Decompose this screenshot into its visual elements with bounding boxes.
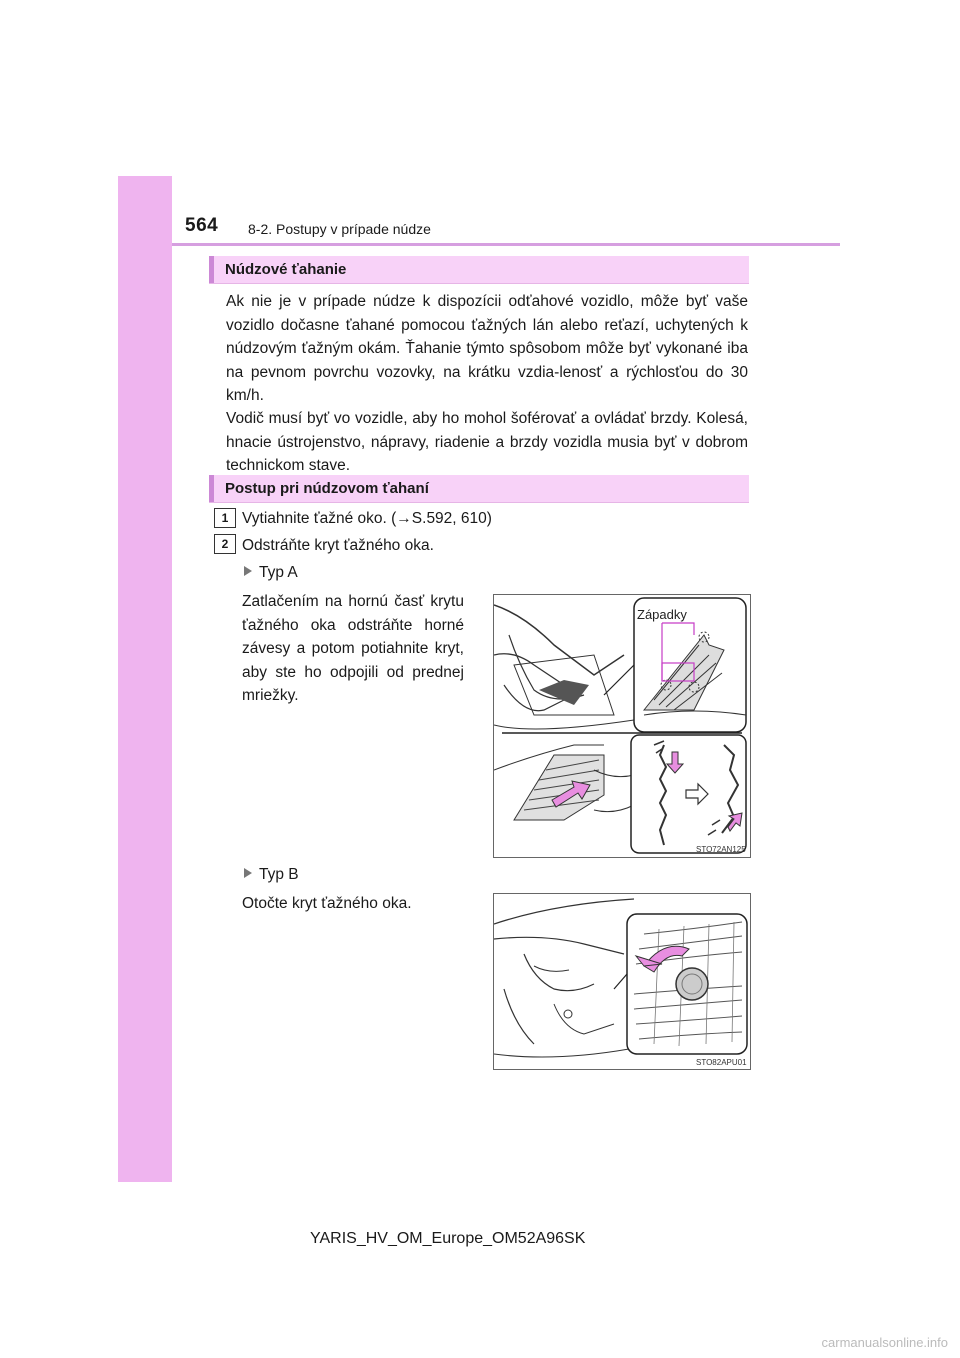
latches-callout-label: Západky bbox=[637, 607, 687, 622]
towing-intro-paragraph: Ak nie je v prípade núdze k dispozícii odťahové vozidlo, môže byť vaše vozidlo dočasne ťahané pomocou ťažných lán alebo reťazí, uchytených k núdzovým ťažným okám. Ťahanie týmto spôsobom môže byť vykonané iba na pevnom povrchu vozovky, na krátku vzdia-lenosť a rýchlosťou do 30 km/h. bbox=[226, 293, 748, 404]
type-a-description: Zatlačením na hornú časť krytu ťažného oka odstráňte horné závesy a potom potiahnite kryt, aby ste ho odpojili od prednej mriežky. bbox=[242, 593, 464, 705]
type-a-label: Typ A bbox=[244, 564, 298, 582]
watermark-site: carmanualsonline.info bbox=[821, 1335, 948, 1350]
triangle-bullet-icon bbox=[244, 566, 252, 576]
triangle-bullet-icon bbox=[244, 868, 252, 878]
type-b-label: Typ B bbox=[244, 866, 299, 884]
type-a-illustration bbox=[493, 594, 751, 858]
type-b-illustration bbox=[493, 893, 751, 1070]
figure-code: STO82APU01 bbox=[696, 1058, 747, 1067]
figure-code: STO72AN125 bbox=[696, 845, 746, 854]
chapter-side-tab bbox=[118, 176, 172, 1182]
step-number-1: 1 bbox=[214, 508, 236, 528]
running-head: 8-2. Postupy v prípade núdze bbox=[248, 221, 431, 237]
document-code-footer: YARIS_HV_OM_Europe_OM52A96SK bbox=[310, 1230, 586, 1247]
type-b-description: Otočte kryt ťažného oka. bbox=[242, 895, 412, 912]
page-number: 564 bbox=[185, 215, 219, 236]
step-2-text: Odstráňte kryt ťažného oka. bbox=[242, 537, 434, 554]
header-rule bbox=[172, 243, 840, 246]
section-heading-text: Núdzové ťahanie bbox=[225, 261, 347, 278]
section-heading-emergency-towing bbox=[209, 256, 749, 284]
section-heading-text: Postup pri núdzovom ťahaní bbox=[225, 480, 429, 497]
towing-driver-paragraph: Vodič musí byť vo vozidle, aby ho mohol šoférovať a ovládať brzdy. Kolesá, hnacie ústrojenstvo, nápravy, riadenie a brzdy vozidla musia byť v dobrom technickom stave. bbox=[226, 410, 748, 474]
step-number-2: 2 bbox=[214, 534, 236, 554]
section-heading-towing-procedure bbox=[209, 475, 749, 503]
step-1-text: Vytiahnite ťažné oko. (→S.592, 610) bbox=[242, 510, 492, 527]
